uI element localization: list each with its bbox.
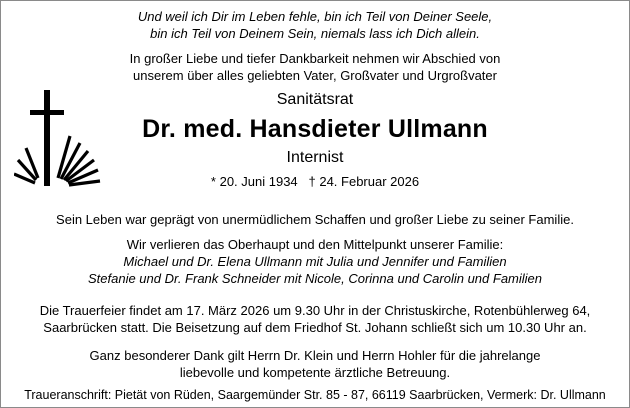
funeral-line-1: Die Trauerfeier findet am 17. März 2026 um 9.30 Uhr in der Christuskirche, Rotenbühlerweg 64,: [39, 303, 591, 318]
family-intro: Wir verlieren das Oberhaupt und den Mittelpunkt unserer Familie:: [126, 237, 504, 252]
deceased-name: Dr. med. Hansdieter Ullmann: [142, 115, 488, 143]
honorific-title: Sanitätsrat: [276, 91, 354, 108]
funeral-line-2: Saarbrücken statt. Die Beisetzung auf dem Friedhof St. Johann schließt sich um 10.30 Uhr an.: [43, 320, 587, 335]
tribute-text: Sein Leben war geprägt von unermüdlichem Schaffen und großer Liebe zu seiner Familie.: [56, 212, 574, 227]
family-line-1: Michael und Dr. Elena Ullmann mit Julia und Jennifer und Familien: [123, 254, 507, 269]
family-line-2: Stefanie und Dr. Frank Schneider mit Nicole, Corinna und Carolin und Familien: [87, 271, 543, 286]
verse-line-2: bin ich Teil von Deinem Sein, niemals lass ich Dich allein.: [150, 26, 480, 41]
thanks-line-1: Ganz besonderer Dank gilt Herrn Dr. Klein und Herrn Hohler für die jahrelange: [89, 348, 541, 363]
thanks-line-2: liebevolle und kompetente ärztliche Betreuung.: [179, 365, 451, 380]
profession: Internist: [286, 149, 344, 166]
life-dates: * 20. Juni 1934 † 24. Februar 2026: [210, 174, 420, 189]
verse-line-1: Und weil ich Dir im Leben fehle, bin ich Teil von Deiner Seele,: [137, 9, 493, 24]
farewell-line-1: In großer Liebe und tiefer Dankbarkeit nehmen wir Abschied von: [129, 51, 501, 66]
farewell-line-2: unserem über alles geliebten Vater, Großvater und Urgroßvater: [133, 68, 497, 83]
mourning-address: Traueranschrift: Pietät von Rüden, Saargemünder Str. 85 - 87, 66119 Saarbrücken, Vermerk: Dr. Ullmann: [24, 388, 606, 402]
